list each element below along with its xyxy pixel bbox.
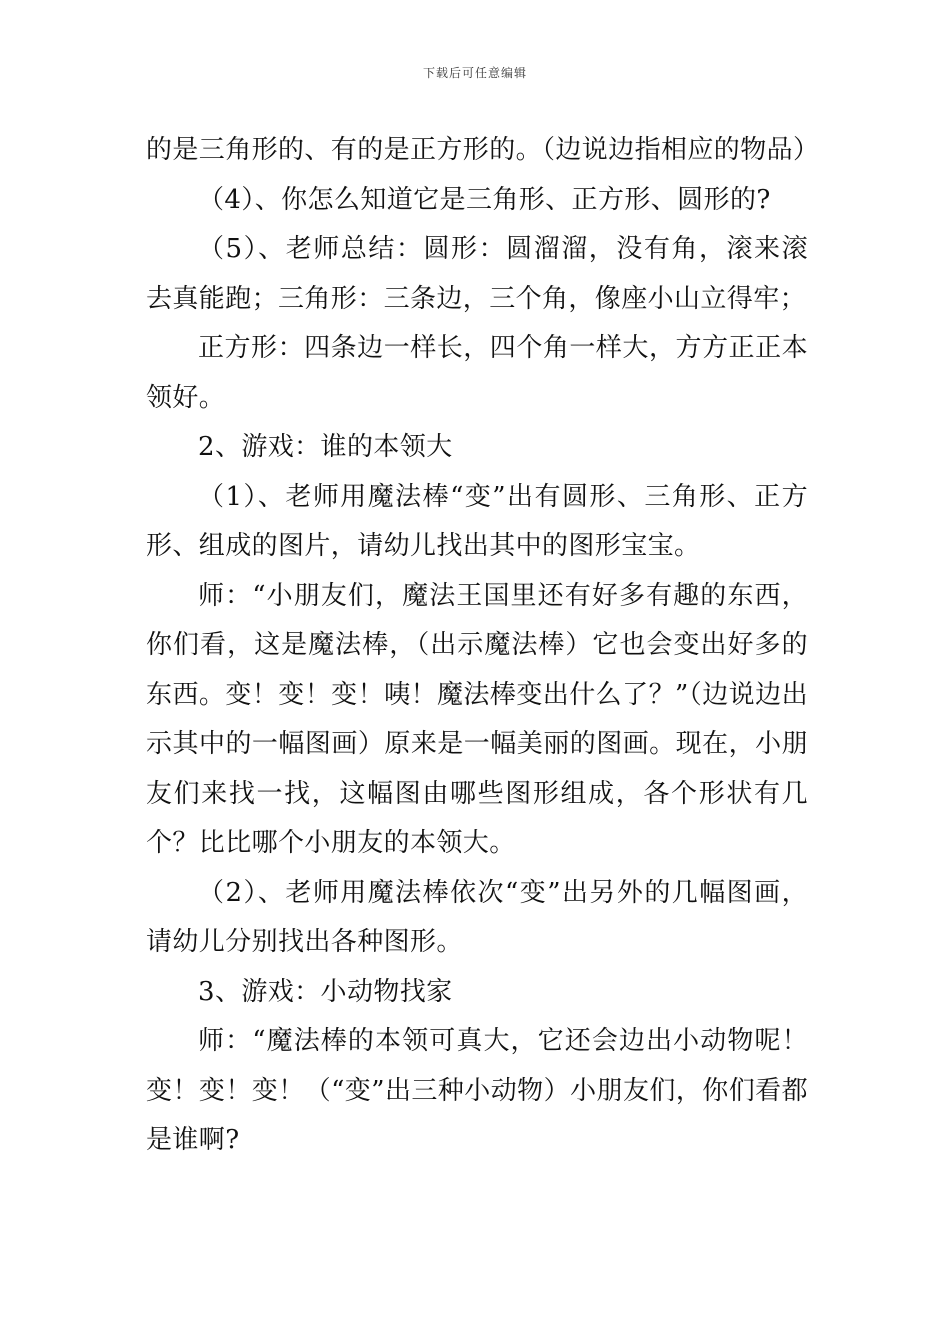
- paragraph-game-2-step-1: （1）、老师用魔法棒“变”出有圆形、三角形、正方形、组成的图片，请幼儿找出其中的图形宝宝。: [146, 481, 808, 561]
- paragraph-step-4: （4）、你怎么知道它是三角形、正方形、圆形的?: [198, 184, 771, 215]
- paragraph-game-2-step-2: （2）、老师用魔法棒依次“变”出另外的几幅图画，请幼儿分别找出各种图形。: [146, 877, 808, 957]
- section-heading-game-3: 3、游戏：小动物找家: [198, 976, 453, 1007]
- paragraph-continuation: 的是三角形的、有的是正方形的。（边说边指相应的物品）: [146, 135, 820, 165]
- page-header-note: 下载后可任意编辑: [422, 66, 527, 80]
- document-body: [146, 126, 820, 1166]
- paragraph-step-5-summary: （5）、老师总结：圆形：圆溜溜，没有角，滚来滚去真能跑；三角形：三条边，三个角，像座小山立得牢；: [146, 234, 808, 314]
- paragraph-teacher-dialogue-2: 师：“魔法棒的本领可真大，它还会边出小动物呢！变！变！变！（“变”出三种小动物）小朋友们，你们看都是谁啊?: [146, 1026, 808, 1155]
- paragraph-square-rhyme: 正方形：四条边一样长，四个角一样大，方方正正本领好。: [146, 333, 808, 413]
- section-heading-game-2: 2、游戏：谁的本领大: [198, 432, 453, 462]
- paragraph-teacher-dialogue-1: 师：“小朋友们，魔法王国里还有好多有趣的东西，你们看，这是魔法棒，（出示魔法棒）它也会变出好多的东西。变！变！变！咦！魔法棒变出什么了？”（边说边出示其中的一幅图画）原来是一幅美丽的图画。现在，小朋友们来找一找，这幅图由哪些图形组成，各个形状有几个？比比哪个小朋友的本领大。: [146, 580, 808, 858]
